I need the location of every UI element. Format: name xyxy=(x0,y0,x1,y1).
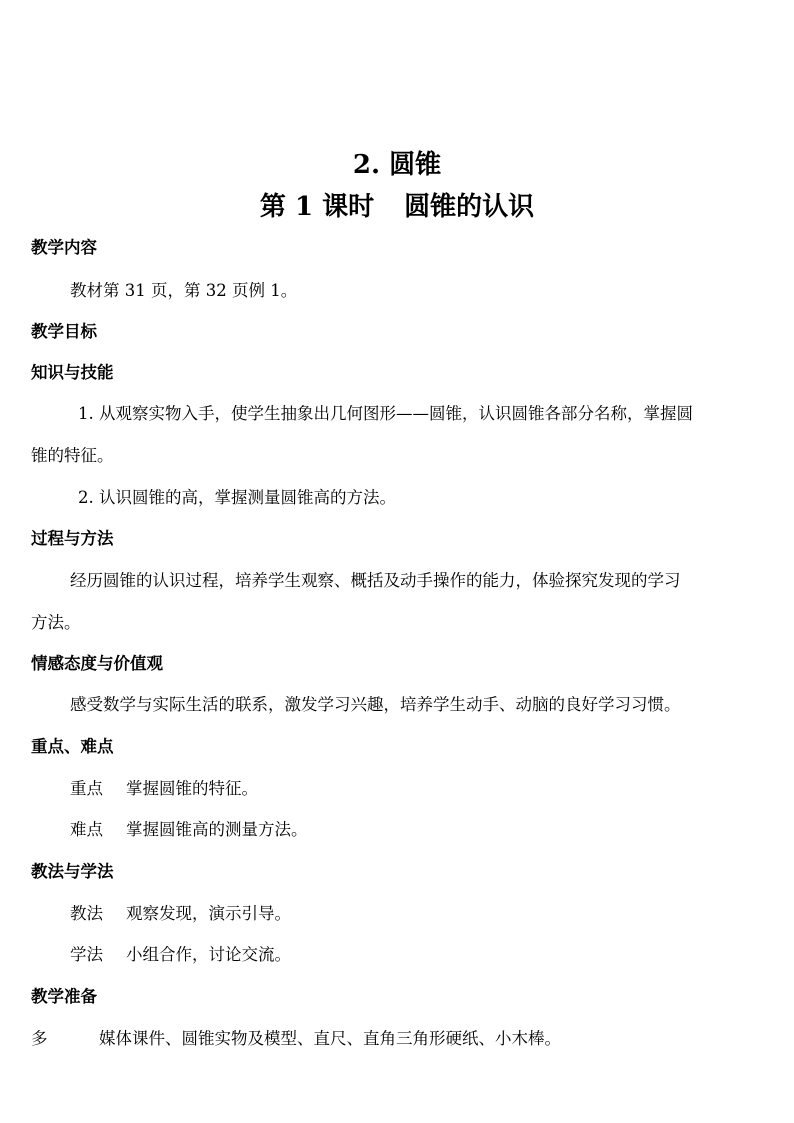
heading-knowledge-skills: 知识与技能 xyxy=(31,363,114,382)
emotion-text: 感受数学与实际生活的联系，激发学习兴趣，培养学生动手、动脑的良好学习习惯。 xyxy=(70,695,681,714)
heading-teaching-preparation: 教学准备 xyxy=(31,987,97,1006)
difficult-point-row xyxy=(70,818,308,842)
key-point-text: 掌握圆锥的特征。 xyxy=(126,779,258,798)
heading-teaching-learning-methods: 教法与学法 xyxy=(31,862,114,881)
document-title: 2. 圆锥 xyxy=(352,150,442,180)
learn-method-label: 学法 xyxy=(70,945,103,964)
teaching-content-text: 教材第 31 页，第 32 页例 1。 xyxy=(70,281,298,300)
process-text-line-2: 方法。 xyxy=(31,613,81,632)
lesson-number: 第 1 课时 xyxy=(259,192,375,222)
heading-teaching-goals: 教学目标 xyxy=(31,322,97,341)
key-point-row xyxy=(70,777,258,801)
key-point-label: 重点 xyxy=(70,779,103,798)
teach-method-text: 观察发现，演示引导。 xyxy=(126,904,291,923)
lesson-topic: 圆锥的认识 xyxy=(404,192,535,222)
knowledge-item-2: 2. 认识圆锥的高，掌握测量圆锥高的方法。 xyxy=(78,488,396,507)
heading-key-difficult-points: 重点、难点 xyxy=(31,737,114,756)
process-text-line-1: 经历圆锥的认识过程，培养学生观察、概括及动手操作的能力，体验探究发现的学习 xyxy=(70,571,681,590)
knowledge-item-1-line-1: 1. 从观察实物入手，使学生抽象出几何图形——圆锥，认识圆锥各部分名称，掌握圆 xyxy=(78,404,693,423)
preparation-label: 多 xyxy=(31,1029,48,1048)
learn-method-row xyxy=(70,943,291,967)
difficult-point-label: 难点 xyxy=(70,820,103,839)
teach-method-label: 教法 xyxy=(70,904,103,923)
learn-method-text: 小组合作，讨论交流。 xyxy=(126,945,291,964)
preparation-row xyxy=(31,1027,561,1051)
preparation-text: 媒体课件、圆锥实物及模型、直尺、直角三角形硬纸、小木棒。 xyxy=(99,1029,561,1048)
heading-process-methods: 过程与方法 xyxy=(31,529,114,548)
lesson-title xyxy=(0,190,794,224)
difficult-point-text: 掌握圆锥高的测量方法。 xyxy=(126,820,308,839)
teach-method-row xyxy=(70,902,291,926)
heading-emotion-values: 情感态度与价值观 xyxy=(31,654,163,673)
heading-teaching-content: 教学内容 xyxy=(31,238,97,257)
knowledge-item-1-line-2: 锥的特征。 xyxy=(31,446,114,465)
